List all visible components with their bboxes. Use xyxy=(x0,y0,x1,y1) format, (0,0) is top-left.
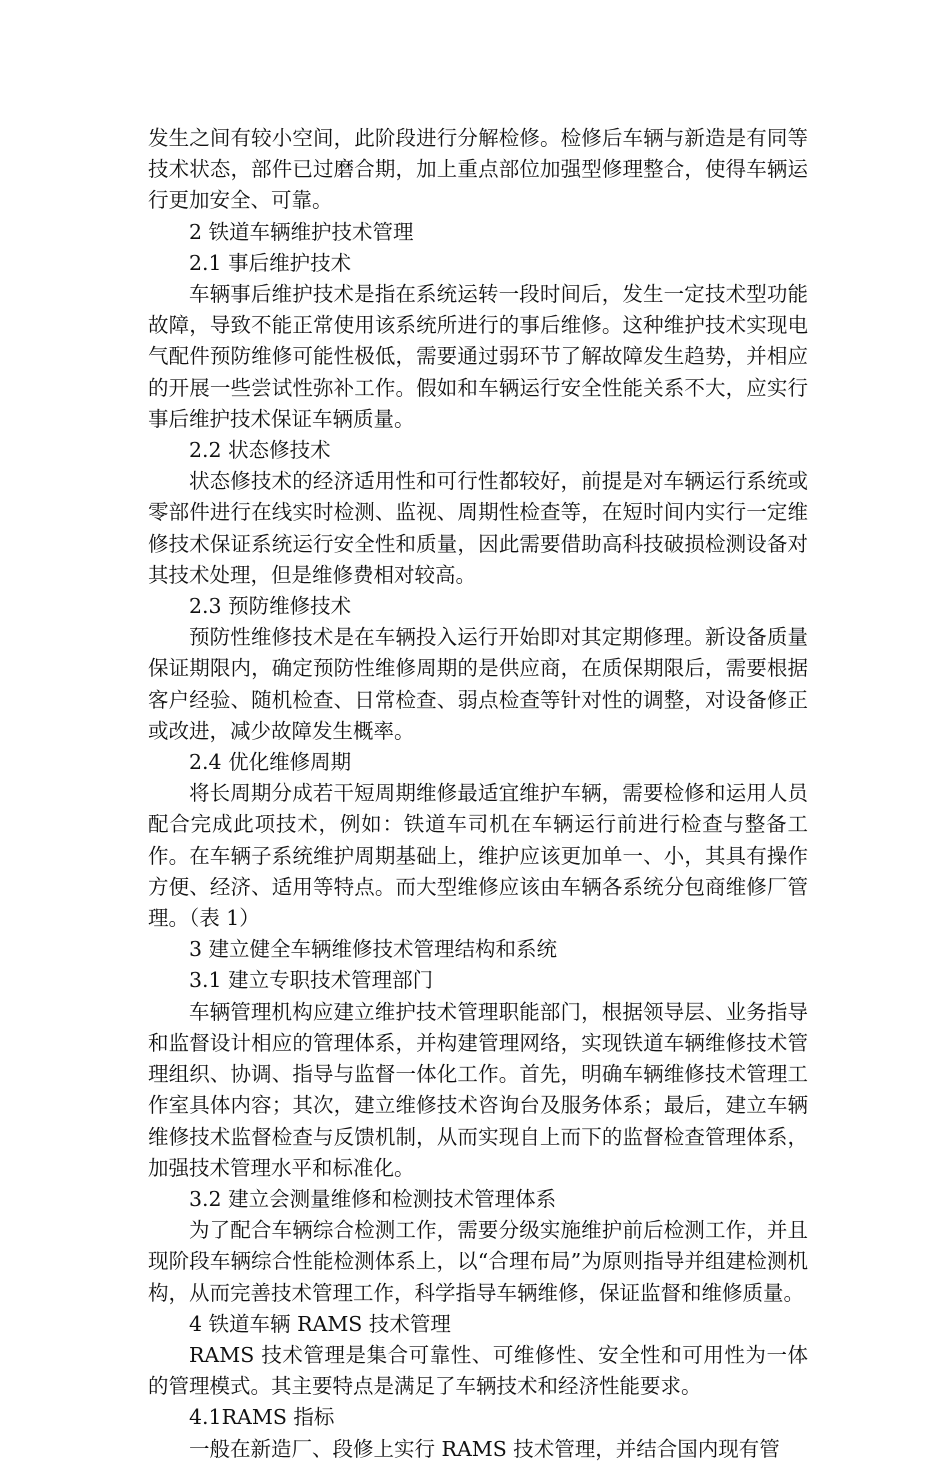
subsection-heading: 2.1 事后维护技术 xyxy=(189,250,352,275)
paragraph: 预防性维修技术是在车辆投入运行开始即对其定期修理。新设备质量保证期限内，确定预防性维修周期的是供应商，在质保期限后，需要根据客户经验、随机检查、日常检查、弱点检查等针对性的调整，对设备修正或改进，减少故障发生概率。 xyxy=(148,625,808,743)
section-heading: 2 铁道车辆维护技术管理 xyxy=(189,219,414,244)
section-heading: 3 建立健全车辆维修技术管理结构和系统 xyxy=(189,937,558,962)
subsection-heading: 2.3 预防维修技术 xyxy=(189,594,352,619)
paragraph: 为了配合车辆综合检测工作，需要分级实施维护前后检测工作，并且现阶段车辆综合性能检测体系上，以“合理布局”为原则指导并组建检测机构，从而完善技术管理工作，科学指导车辆维修，保证监督和维修质量。 xyxy=(148,1218,808,1305)
subsection-heading: 3.2 建立会测量维修和检测技术管理体系 xyxy=(189,1186,557,1211)
paragraph: 发生之间有较小空间，此阶段进行分解检修。检修后车辆与新造是有同等技术状态，部件已过磨合期，加上重点部位加强型修理整合，使得车辆运行更加安全、可靠。 xyxy=(148,126,808,213)
paragraph: 车辆管理机构应建立维护技术管理职能部门，根据领导层、业务指导和监督设计相应的管理体系，并构建管理网络，实现铁道车辆维修技术管理组织、协调、指导与监督一体化工作。首先，明确车辆维修技术管理工作室具体内容；其次，建立维修技术咨询台及服务体系；最后，建立车辆维修技术监督检查与反馈机制，从而实现自上而下的监督检查管理体系，加强技术管理水平和标准化。 xyxy=(148,999,808,1180)
paragraph: 一般在新造厂、段修上实行 RAMS 技术管理，并结合国内现有管 xyxy=(189,1436,780,1461)
section-heading: 4 铁道车辆 RAMS 技术管理 xyxy=(189,1311,451,1336)
document-body xyxy=(148,123,808,1465)
paragraph: 车辆事后维护技术是指在系统运转一段时间后，发生一定技术型功能故障，导致不能正常使用该系统所进行的事后维修。这种维护技术实现电气配件预防维修可能性极低，需要通过弱环节了解故障发生趋势，并相应的开展一些尝试性弥补工作。假如和车辆运行安全性能关系不大，应实行事后维护技术保证车辆质量。 xyxy=(148,282,808,431)
subsection-heading: 2.2 状态修技术 xyxy=(189,438,331,463)
paragraph: 将长周期分成若干短周期维修最适宜维护车辆，需要检修和运用人员配合完成此项技术，例如：铁道车司机在车辆运行前进行检查与整备工作。在车辆子系统维护周期基础上，维护应该更加单一、小，其具有操作方便、经济、适用等特点。而大型维修应该由车辆各系统分包商维修厂管理。（表 1） xyxy=(148,781,808,931)
subsection-heading: 2.4 优化维修周期 xyxy=(189,750,352,775)
paragraph: 状态修技术的经济适用性和可行性都较好，前提是对车辆运行系统或零部件进行在线实时检测、监视、周期性检查等，在短时间内实行一定维修技术保证系统运行安全性和质量，因此需要借助高科技破损检测设备对其技术处理，但是维修费相对较高。 xyxy=(148,469,808,587)
paragraph: RAMS 技术管理是集合可靠性、可维修性、安全性和可用性为一体的管理模式。其主要特点是满足了车辆技术和经济性能要求。 xyxy=(148,1342,808,1399)
subsection-heading: 4.1RAMS 指标 xyxy=(189,1405,335,1430)
subsection-heading: 3.1 建立专职技术管理部门 xyxy=(189,968,434,993)
